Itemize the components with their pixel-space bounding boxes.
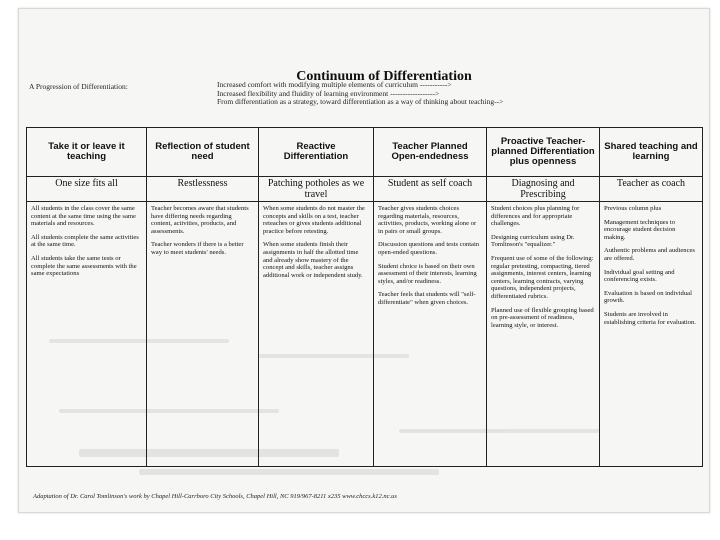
description-item: Individual goal setting and conferencing exists. [604, 268, 675, 284]
description-item: Student choice is based on their own assessment of their interests, learning styles, and/or readiness. [378, 262, 477, 285]
description-item: Students are involved in establishing criteria for evaluation. [604, 310, 696, 326]
role-cell: Patching potholes as we travel [259, 177, 374, 202]
description-item: Management techniques to encourage student decision making. [604, 218, 676, 241]
progression-notes [217, 81, 687, 107]
description-item: Teacher becomes aware that students have differing needs regarding content, activities, products, and assessments. [151, 205, 249, 235]
role-cell: Restlessness [147, 177, 259, 202]
description-cell [27, 202, 147, 467]
description-cell [374, 202, 487, 467]
column-header: Reflection of student need [147, 128, 259, 177]
description-item: Discussion questions and tests contain open-ended questions. [378, 241, 480, 256]
progression-note: Increased flexibility and fluidity of learning environment ------------------> [217, 88, 440, 98]
description-item: Planned use of flexible grouping based on pre-assessment of readiness, learning style, or interest. [491, 306, 594, 329]
progression-note: Increased comfort with modifying multiple elements of curriculum -----------> [217, 80, 452, 89]
description-item: Student choices plus planning for differences and for appropriate challenges. [491, 205, 580, 228]
column-header: Shared teaching and learning [600, 128, 703, 177]
document-title: Continuum of Differentiation [296, 69, 472, 84]
description-item: Previous column plus [604, 205, 662, 212]
attribution-footer: Adaptation of Dr. Carol Tomlinson's work by Chapel Hill-Carrboro City Schools, Chapel Hill, NC 919/967-8211 x235 www.chccs.k12.nc.us [33, 493, 397, 500]
role-cell: Student as self coach [374, 177, 487, 202]
description-item: Teacher wonders if there is a better way to meet students' needs. [151, 241, 244, 256]
column-header: Take it or leave it teaching [27, 128, 147, 177]
description-item: Frequent use of some of the following: regular pretesting, compacting, tiered assignments, interest centers, learning centers, learning contracts, varying questions, independent projects, differentiated rubrics. [491, 254, 594, 300]
progression-note: From differentiation as a strategy, toward differentiation as a way of thinking about teaching--> [217, 97, 504, 107]
description-item: All students take the same tests or complete the same assessments with the same expectations [31, 254, 137, 278]
description-item: All students in the class cover the same content at the same time using the same materials and resources. [31, 205, 136, 228]
description-item: Designing curriculum using Dr. Tomlinson's "equalizer." [491, 233, 575, 249]
description-cell [487, 202, 600, 467]
description-item: When some students finish their assignments in half the allotted time and already show mastery of the concept and skills, teacher assigns additional work or independent study. [263, 241, 363, 279]
description-item: Teacher feels that students will "self-differentiate" when given choices. [378, 291, 476, 306]
column-header: Proactive Teacher-planned Differentiation plus openness [487, 128, 600, 177]
role-cell: One size fits all [27, 177, 147, 202]
description-item: Evaluation is based on individual growth. [604, 289, 692, 305]
continuum-table-wrapper [26, 127, 702, 467]
description-item: When some students do not master the concepts and skills on a test, teacher reteaches or gives students additional practice before retesting. [263, 205, 365, 235]
description-cell [259, 202, 374, 467]
role-cell: Teacher as coach [600, 177, 703, 202]
description-cell [147, 202, 259, 467]
column-header: Teacher Planned Open-endedness [374, 128, 487, 177]
progression-label: A Progression of Differentiation: [29, 82, 128, 91]
description-row [27, 202, 703, 467]
continuum-table [26, 127, 703, 467]
document-page [18, 8, 710, 513]
header-row [27, 128, 703, 177]
description-item: Authentic problems and audiences are offered. [604, 247, 696, 262]
description-item: Teacher gives students choices regarding materials, resources, activities, products, working alone or in pairs or small groups. [378, 205, 477, 235]
description-item: All students complete the same activities at the same time. [31, 233, 139, 249]
column-header: Reactive Differentiation [259, 128, 374, 177]
role-row [27, 177, 703, 202]
description-cell [600, 202, 703, 467]
role-cell: Diagnosing and Prescribing [487, 177, 600, 202]
